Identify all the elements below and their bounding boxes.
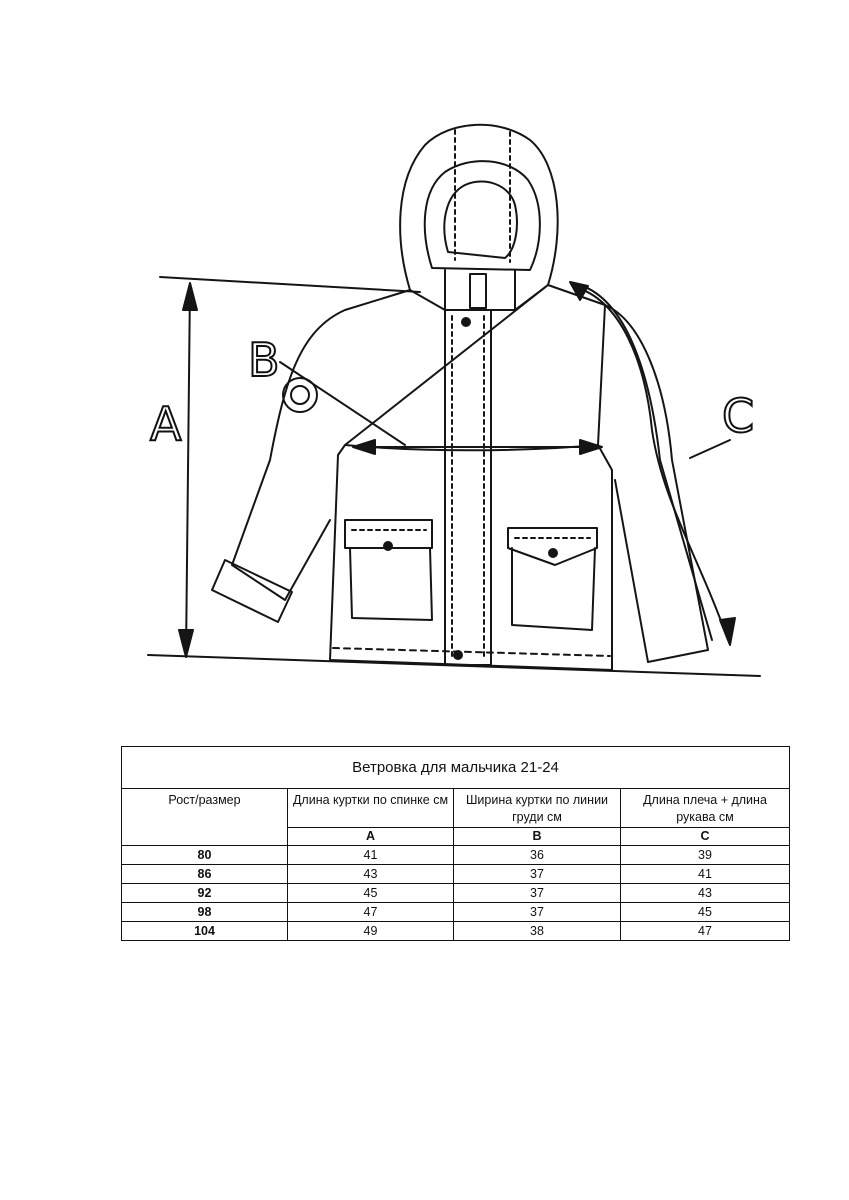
top-reference-line <box>160 277 420 292</box>
value-b: 37 <box>454 884 621 903</box>
measure-a-arrow-bottom <box>179 630 193 657</box>
measure-c-line <box>575 287 728 640</box>
size-value: 80 <box>122 846 288 865</box>
header-length: Длина куртки по спинке см <box>288 789 454 828</box>
measure-c-arrow-bottom <box>720 618 735 645</box>
value-b: 37 <box>454 865 621 884</box>
sleeve-patch-inner <box>291 386 309 404</box>
hem-stitch <box>333 648 610 656</box>
jacket-body <box>330 285 612 670</box>
measure-b-arrow-left <box>353 440 375 454</box>
label-b: B <box>248 333 280 387</box>
header-chest-width: Ширина куртки по линии груди см <box>454 789 621 828</box>
label-a: A <box>150 397 182 451</box>
right-sleeve <box>605 305 708 662</box>
value-c: 43 <box>621 884 790 903</box>
header-sleeve-length: Длина плеча + длина рукава см <box>621 789 790 828</box>
sleeve-stripe <box>580 285 712 640</box>
hood-seam <box>455 130 510 262</box>
value-b: 37 <box>454 903 621 922</box>
value-c: 47 <box>621 922 790 941</box>
pocket-button <box>384 542 392 550</box>
letter-a: A <box>288 828 454 846</box>
value-a: 41 <box>288 846 454 865</box>
hood-inner <box>425 161 540 270</box>
table-row <box>122 903 790 922</box>
snap-button <box>462 318 470 326</box>
label-c: C <box>722 389 755 443</box>
size-value: 104 <box>122 922 288 941</box>
left-cuff <box>212 560 292 622</box>
value-b: 36 <box>454 846 621 865</box>
right-pocket <box>508 528 597 630</box>
collar-zipper <box>470 274 486 308</box>
collar <box>410 270 548 310</box>
table-row <box>122 884 790 903</box>
value-b: 38 <box>454 922 621 941</box>
size-value: 98 <box>122 903 288 922</box>
table-row <box>122 922 790 941</box>
size-value: 86 <box>122 865 288 884</box>
value-c: 41 <box>621 865 790 884</box>
value-a: 45 <box>288 884 454 903</box>
pocket-button <box>549 549 557 557</box>
letter-c: C <box>621 828 790 846</box>
measure-a-line <box>186 285 190 655</box>
table-title: Ветровка для мальчика 21-24 <box>122 747 790 789</box>
letter-b: B <box>454 828 621 846</box>
header-size: Рост/размер <box>122 789 288 846</box>
table-row <box>122 846 790 865</box>
measure-a-arrow-top <box>183 283 197 310</box>
value-a: 47 <box>288 903 454 922</box>
table-row <box>122 865 790 884</box>
left-pocket <box>345 520 432 620</box>
value-a: 43 <box>288 865 454 884</box>
value-a: 49 <box>288 922 454 941</box>
value-c: 45 <box>621 903 790 922</box>
size-table <box>121 746 790 941</box>
hood-outline <box>400 125 558 290</box>
size-value: 92 <box>122 884 288 903</box>
value-c: 39 <box>621 846 790 865</box>
